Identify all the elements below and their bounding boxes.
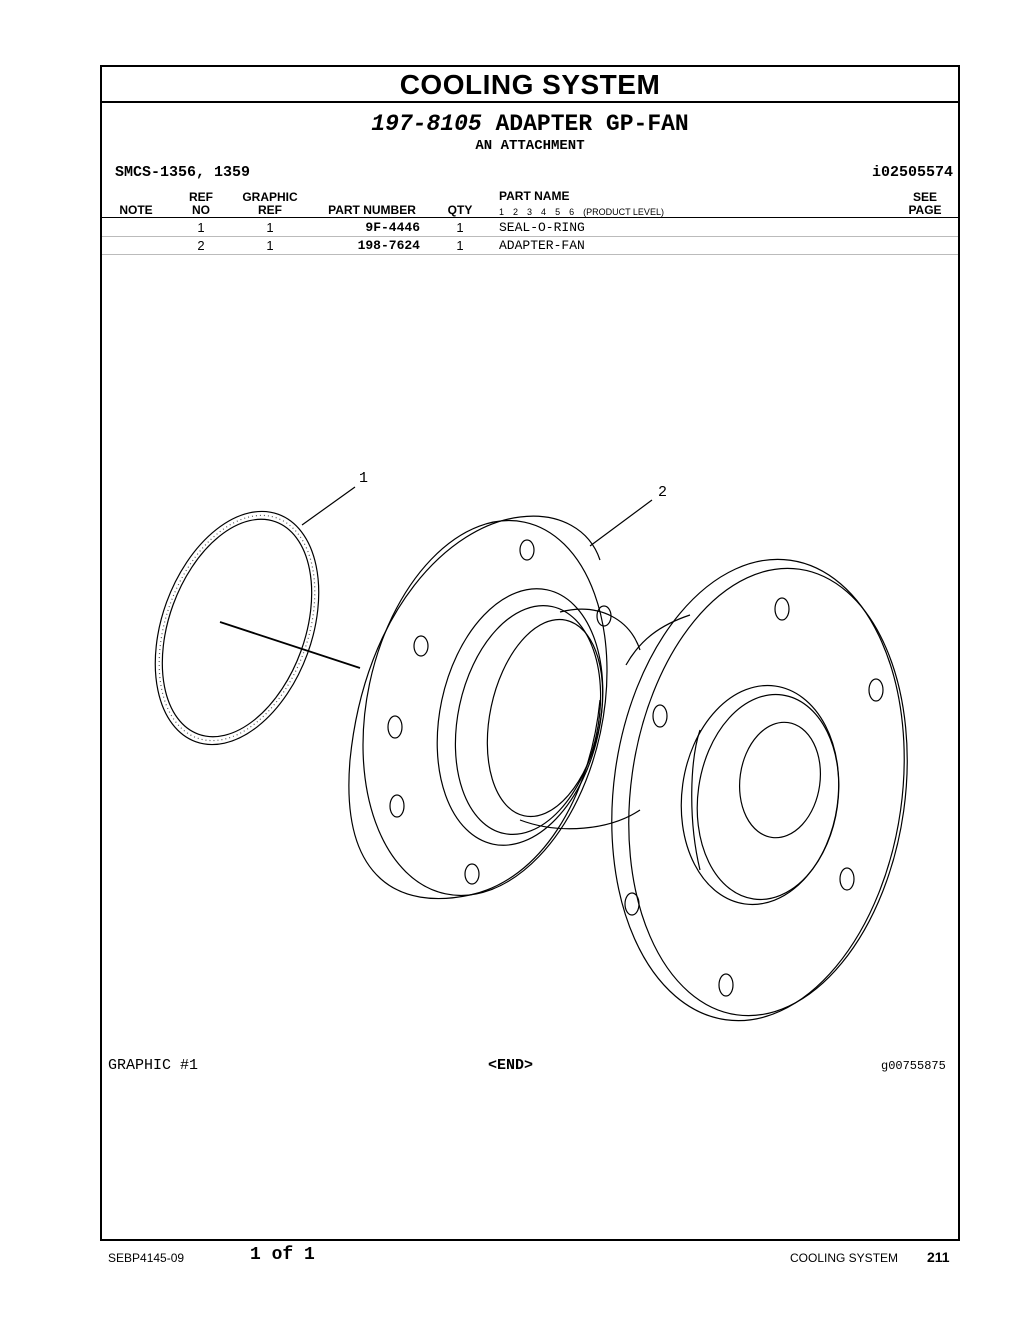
row2-part-name: ADAPTER-FAN [499, 238, 585, 253]
illustration-id: i02505574 [871, 164, 953, 181]
col-see-page-line1: SEE [912, 190, 937, 204]
leader-line-2 [590, 500, 652, 546]
callout-2: 2 [658, 484, 668, 501]
doc-number: SEBP4145-09 [108, 1251, 185, 1265]
footer-section: COOLING SYSTEM [790, 1251, 899, 1265]
page-of: 1 of 1 [250, 1245, 315, 1265]
leader-line-1 [302, 487, 355, 525]
row1-graphic-ref: 1 [266, 220, 274, 235]
graphic-label: GRAPHIC #1 [108, 1057, 199, 1074]
col-graphic-ref-line2: REF [258, 203, 282, 217]
col-graphic-ref-line1: GRAPHIC [242, 190, 298, 204]
product-level: 2 [513, 207, 519, 217]
col-ref-no-line1: REF [189, 190, 213, 204]
row2-qty: 1 [456, 238, 464, 253]
product-level: 4 [541, 207, 547, 217]
group-part-number: 197-8105 [371, 111, 482, 137]
row2-ref-no: 2 [197, 238, 205, 253]
row1-qty: 1 [456, 220, 464, 235]
product-level: 1 [499, 207, 505, 217]
col-see-page-line2: PAGE [908, 203, 942, 217]
adapter-fan [330, 498, 935, 1040]
group-name: ADAPTER GP-FAN [495, 111, 689, 137]
row2-part-number: 198-7624 [357, 238, 420, 253]
end-marker: <END> [488, 1057, 534, 1074]
col-part-number: PART NUMBER [328, 203, 416, 217]
col-part-name: PART NAME [499, 189, 570, 203]
product-level-label: (PRODUCT LEVEL) [583, 207, 664, 217]
callout-1: 1 [359, 470, 369, 487]
col-qty: QTY [447, 203, 473, 217]
row2-graphic-ref: 1 [266, 238, 274, 253]
row1-part-name: SEAL-O-RING [499, 220, 585, 235]
page-number: 211 [927, 1249, 950, 1265]
product-level: 5 [555, 207, 561, 217]
row1-part-number: 9F-4446 [365, 220, 420, 235]
group-subtitle: AN ATTACHMENT [475, 138, 585, 154]
product-level: 6 [569, 207, 575, 217]
col-ref-no-line2: NO [192, 203, 210, 217]
smcs-codes: SMCS-1356, 1359 [115, 164, 251, 181]
product-level: 3 [527, 207, 533, 217]
col-note: NOTE [119, 203, 153, 217]
assembly-axis [220, 622, 360, 668]
graphic-id: g00755875 [881, 1059, 946, 1073]
row1-ref-no: 1 [197, 220, 205, 235]
section-title: COOLING SYSTEM [102, 67, 958, 103]
